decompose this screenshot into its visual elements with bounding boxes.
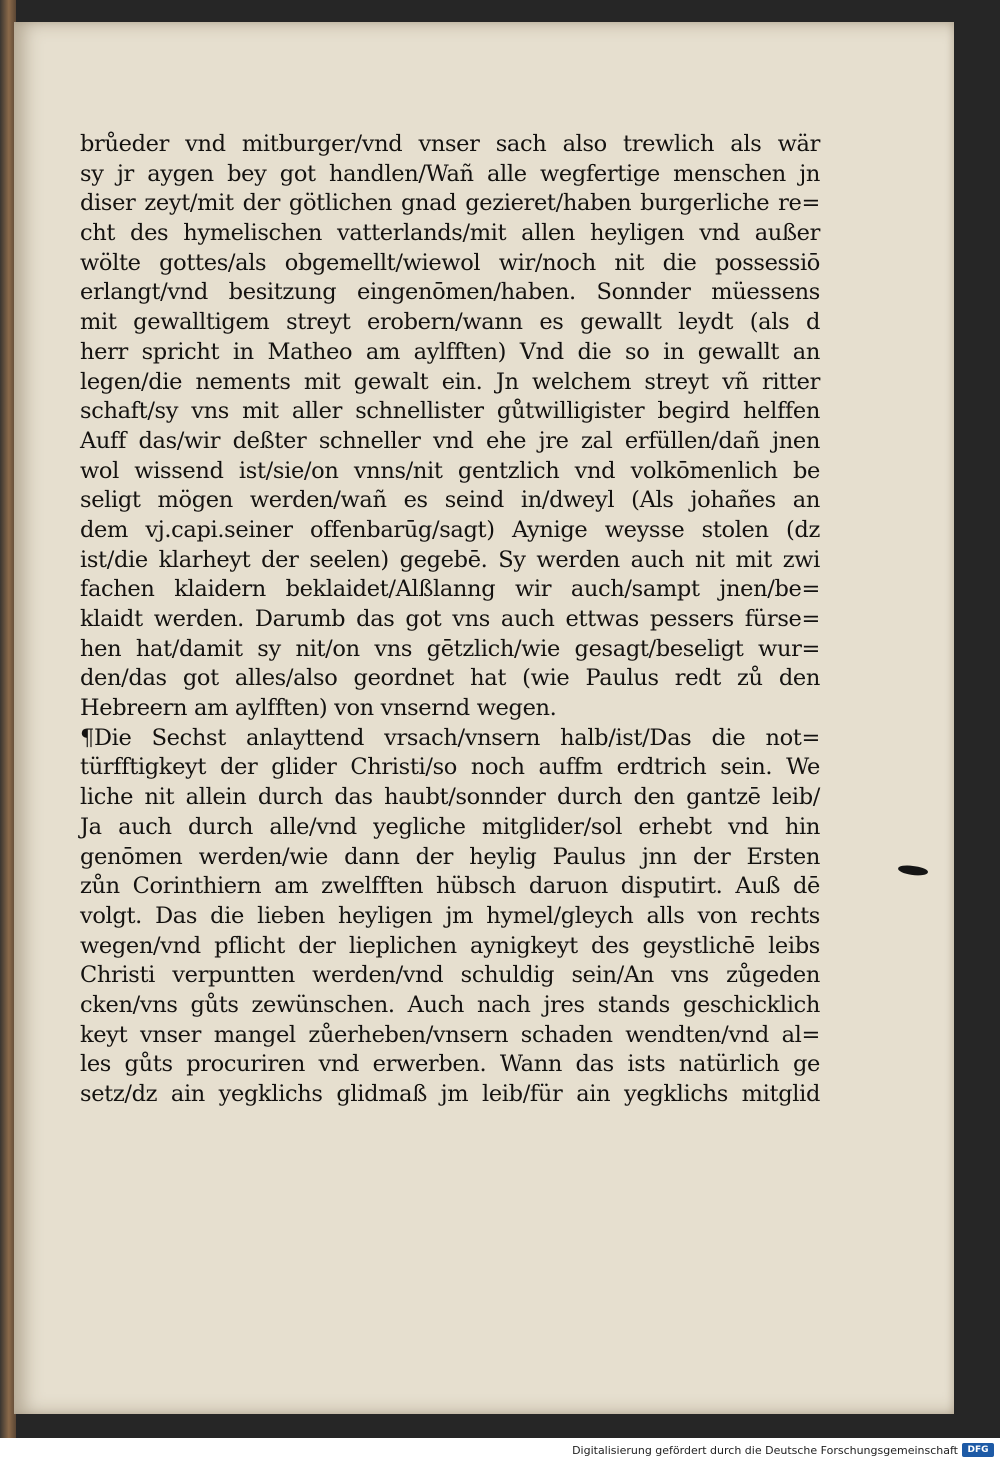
- text-line: setz/dz ain yegklichs glidmaß jm leib/für ain yegklichs mitglid: [80, 1081, 820, 1107]
- text-line: liche nit allein durch das haubt/sonnder durch den gantzē leib/: [80, 784, 820, 811]
- text-line: wol wissend ist/sie/on vnns/nit gentzlich vnd volkōmenlich be: [80, 457, 820, 484]
- text-line: Auff das/wir deßter schneller vnd ehe jre zal erfüllen/dañ jnen: [80, 427, 820, 454]
- footer-credit: Digitalisierung gefördert durch die Deutsche Forschungsgemeinschaft: [572, 1444, 958, 1457]
- text-line: zůn Corinthiern am zwelfften hübsch daruon disputirt. Auß dē: [80, 873, 820, 900]
- ink-mark: [898, 864, 929, 877]
- text-line: seligt mögen werden/wañ es seind in/dweyl (Als johañes an: [80, 487, 820, 514]
- text-line: ¶Die Sechst anlayttend vrsach/vnsern halb/ist/Das die not=: [80, 724, 820, 751]
- text-line: genōmen werden/wie dann der heylig Paulus jnn der Ersten: [80, 843, 820, 870]
- text-line: schaft/sy vns mit aller schnellister gůtwilligister begird helffen: [80, 398, 820, 425]
- text-line: wegen/vnd pflicht der lieplichen aynigkeyt des geystlichē leibs: [80, 932, 820, 959]
- text-line: türfftigkeyt der glider Christi/so noch auffm erdtrich sein. We: [80, 754, 820, 781]
- book-page: [14, 22, 954, 1414]
- text-line: dem vj.capi.seiner offenbarūg/sagt) Aynige weysse stolen (dz: [80, 516, 820, 543]
- text-line: Hebreern am aylfften) von vnsernd wegen.: [80, 695, 557, 722]
- text-line: les gůts procuriren vnd erwerben. Wann das ists natürlich ge: [80, 1051, 820, 1078]
- text-line: ist/die klarheyt der seelen) gegebē. Sy werden auch nit mit zwi: [80, 546, 820, 573]
- text-line: keyt vnser mangel zůerheben/vnsern schaden wendten/vnd al=: [80, 1021, 820, 1048]
- text-line: herr spricht in Matheo am aylfften) Vnd die so in gewallt an: [80, 338, 820, 365]
- text-line: volgt. Das die lieben heyligen jm hymel/gleych alls von rechts: [80, 902, 820, 929]
- text-line: sy jr aygen bey got handlen/Wañ alle wegfertige menschen jn: [80, 160, 820, 187]
- text-line: diser zeyt/mit der götlichen gnad gezieret/haben burgerliche re=: [80, 190, 820, 217]
- dfg-logo-icon: DFG: [962, 1443, 994, 1457]
- text-line: Christi verpuntten werden/vnd schuldig sein/An vns zůgeden: [80, 962, 820, 989]
- text-line: cken/vns gůts zewünschen. Auch nach jres stands geschicklich: [80, 991, 820, 1018]
- text-line: brůeder vnd mitburger/vnd vnser sach also trewlich als wär: [80, 131, 820, 157]
- text-line: wölte gottes/als obgemellt/wiewol wir/noch nit die possessiō: [80, 249, 820, 276]
- text-line: mit gewalltigem streyt erobern/wann es gewallt leydt (als d: [80, 309, 820, 336]
- text-line: Ja auch durch alle/vnd yegliche mitglider/sol erhebt vnd hin: [80, 813, 820, 840]
- text-line: den/das got alles/also geordnet hat (wie Paulus redt zů den: [80, 665, 820, 692]
- blackletter-text-block: [80, 130, 820, 1110]
- text-line: fachen klaidern beklaidet/Alßlanng wir auch/sampt jnen/be=: [80, 576, 820, 603]
- text-line: klaidt werden. Darumb das got vns auch ettwas pessers fürse=: [80, 606, 820, 632]
- text-line: hen hat/damit sy nit/on vns gētzlich/wie gesagt/beseligt wur=: [80, 635, 820, 662]
- text-line: erlangt/vnd besitzung eingenōmen/haben. Sonnder müessens: [80, 279, 820, 306]
- footer-bar: [0, 1438, 1000, 1464]
- text-line: legen/die nements mit gewalt ein. Jn welchem streyt vñ ritter: [80, 368, 820, 395]
- text-line: cht des hymelischen vatterlands/mit allen heyligen vnd außer: [80, 220, 820, 247]
